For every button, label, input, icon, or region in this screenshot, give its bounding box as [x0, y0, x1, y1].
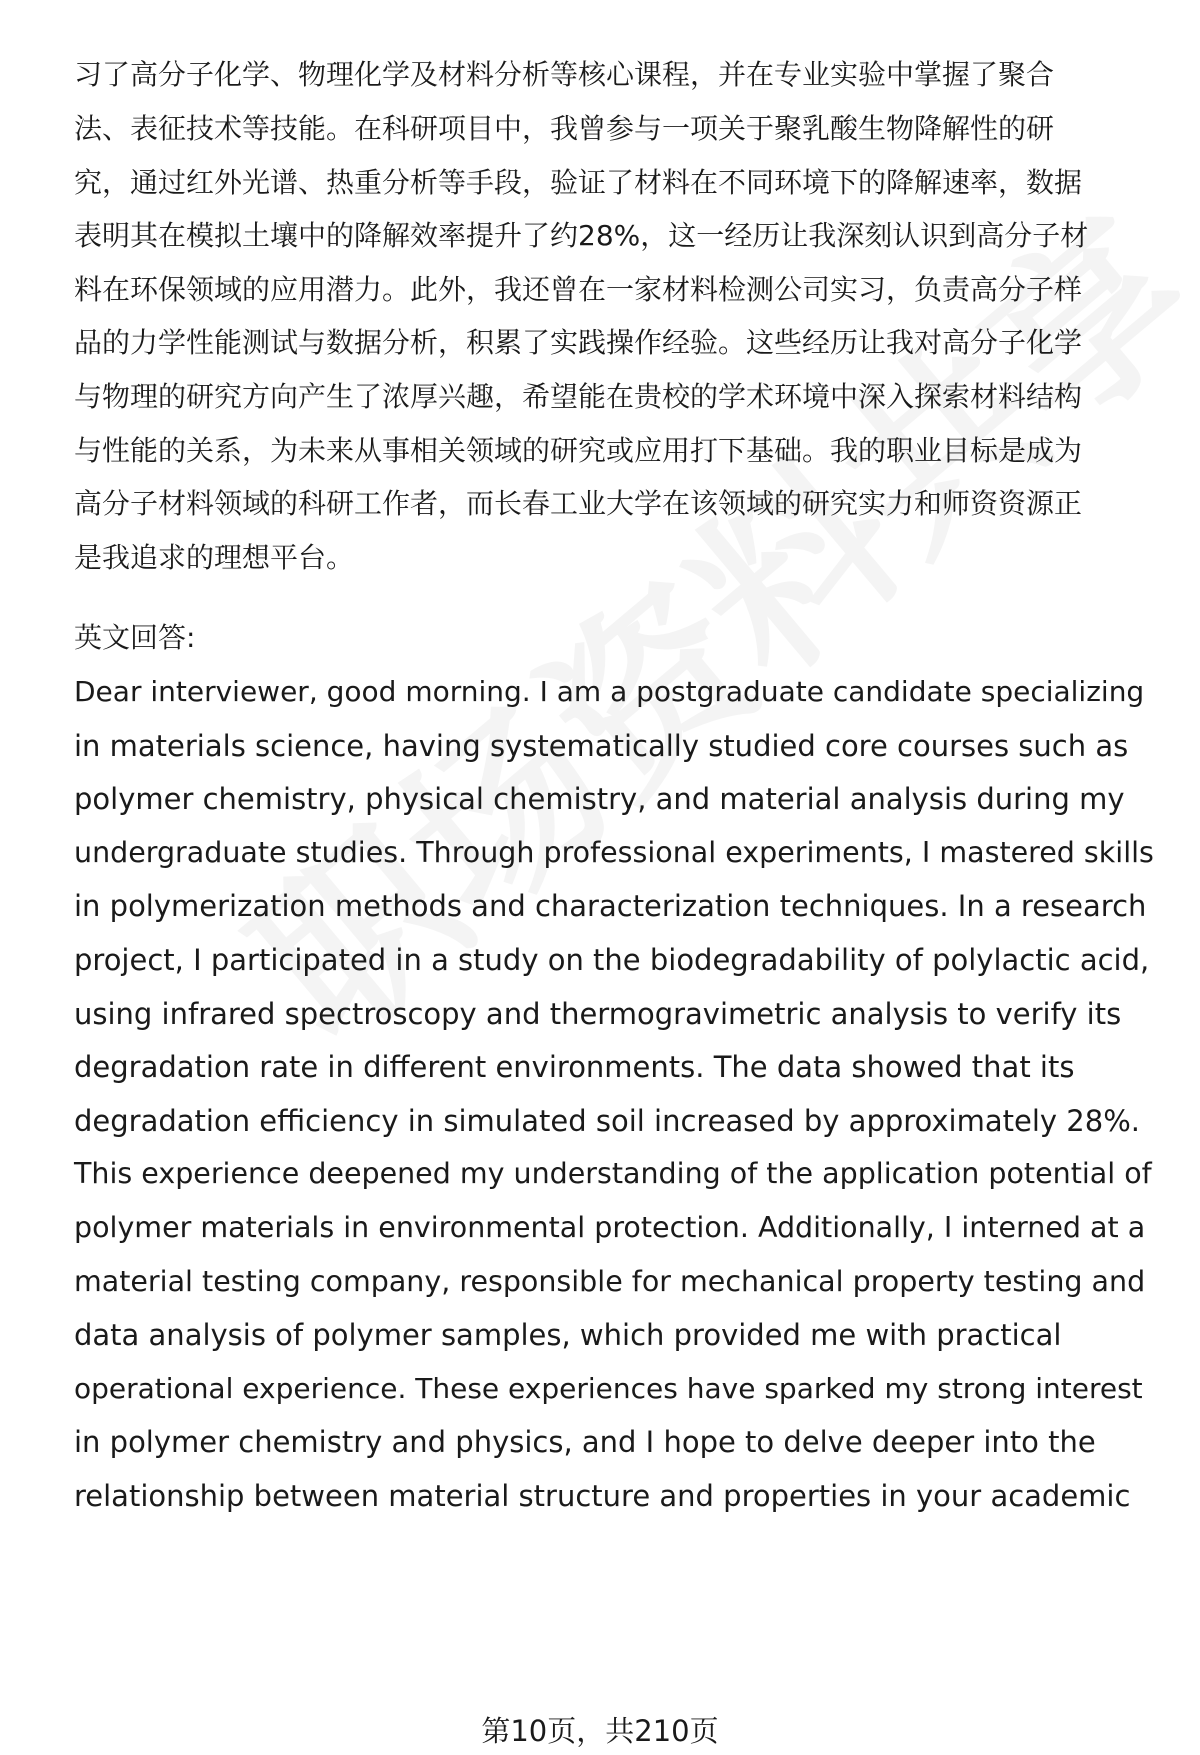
chinese-text-line: 法、表征技术等技能。在科研项目中，我曾参与一项关于聚乳酸生物降解性的研 [74, 112, 1055, 145]
english-text-line: data analysis of polymer samples, which provided me with practical [74, 1318, 1062, 1352]
chinese-text-line: 习了高分子化学、物理化学及材料分析等核心课程，并在专业实验中掌握了聚合 [74, 58, 1055, 91]
english-text-line: This experience deepened my understanding of the application potential of [74, 1157, 1152, 1190]
english-text-line: polymer chemistry, physical chemistry, and material analysis during my [74, 782, 1125, 816]
chinese-text-line: 高分子材料领域的科研工作者，而长春工业大学在该领域的研究实力和师资资源正 [74, 487, 1083, 520]
page-number-footer: 第10页，共210页 [481, 1714, 719, 1748]
english-text-line: material testing company, responsible for mechanical property testing and [74, 1265, 1146, 1298]
english-text-line: using infrared spectroscopy and thermogravimetric analysis to verify its [74, 997, 1122, 1031]
english-text-line: relationship between material structure and properties in your academic [74, 1479, 1131, 1513]
english-text-line: undergraduate studies. Through professional experiments, I mastered skills [74, 836, 1154, 869]
english-text-line: in materials science, having systematically studied core courses such as [74, 729, 1129, 763]
english-text-line: project, I participated in a study on the biodegradability of polylactic acid, [74, 943, 1150, 977]
english-text-line: Dear interviewer, good morning. I am a postgraduate candidate specializing [74, 675, 1145, 708]
chinese-text-line: 与物理的研究方向产生了浓厚兴趣，希望能在贵校的学术环境中深入探索材料结构 [74, 380, 1083, 413]
chinese-text-line: 是我追求的理想平台。 [74, 541, 355, 574]
chinese-text-line: 品的力学性能测试与数据分析，积累了实践操作经验。这些经历让我对高分子化学 [74, 326, 1083, 359]
chinese-text-line: 表明其在模拟土壤中的降解效率提升了约28%，这一经历让我深刻认识到高分子材 [74, 219, 1089, 252]
english-text-line: in polymerization methods and characterization techniques. In a research [74, 889, 1147, 923]
english-text-line: operational experience. These experiences have sparked my strong interest [74, 1372, 1143, 1405]
english-answer-heading: 英文回答: [74, 621, 196, 654]
chinese-text-line: 究，通过红外光谱、热重分析等手段，验证了材料在不同环境下的降解速率，数据 [74, 166, 1083, 199]
english-text-line: degradation efficiency in simulated soil increased by approximately 28%. [74, 1104, 1140, 1138]
chinese-text-line: 与性能的关系，为未来从事相关领域的研究或应用打下基础。我的职业目标是成为 [74, 434, 1083, 467]
english-text-line: in polymer chemistry and physics, and I hope to delve deeper into the [74, 1425, 1096, 1459]
english-text-line: polymer materials in environmental protection. Additionally, I interned at a [74, 1211, 1146, 1244]
english-text-line: degradation rate in different environments. The data showed that its [74, 1050, 1075, 1084]
chinese-text-line: 料在环保领域的应用潜力。此外，我还曾在一家材料检测公司实习，负责高分子样 [74, 273, 1083, 306]
